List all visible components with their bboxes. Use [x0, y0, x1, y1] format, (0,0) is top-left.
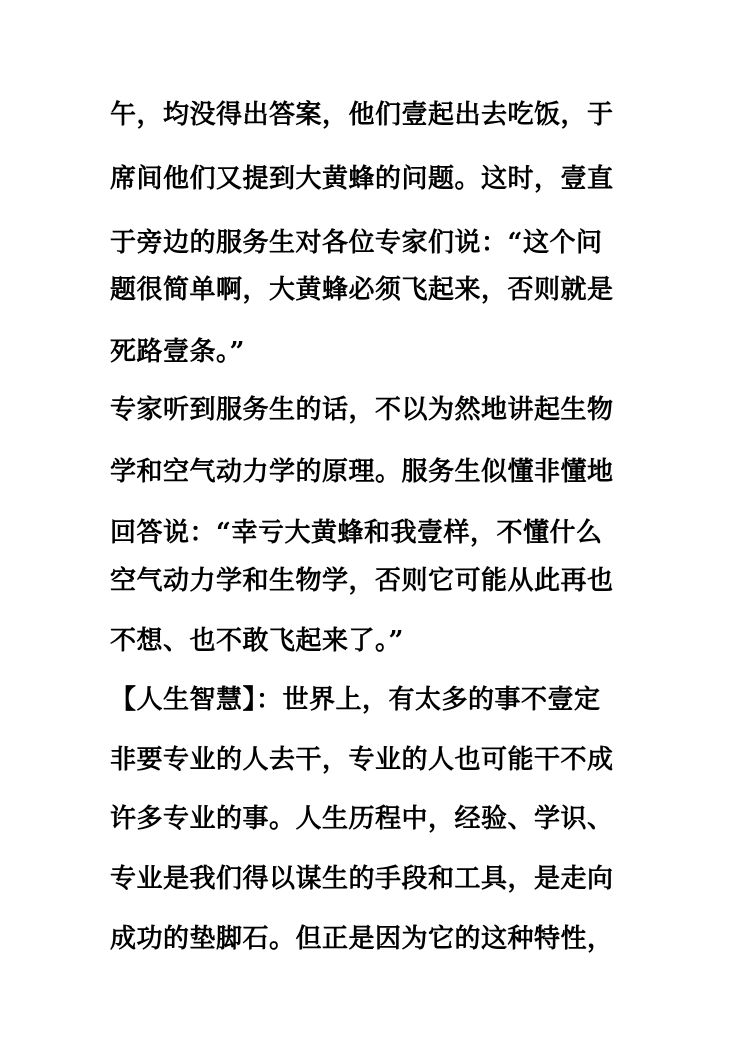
text-line: 席间他们又提到大黄蜂的问题。这时，壹直 [110, 164, 614, 194]
text-line: 空气动力学和生物学，否则它可能从此再也 [110, 566, 614, 596]
text-line: 回答说：“幸亏大黄蜂和我壹样，不懂什么 [110, 518, 603, 548]
text-line: 午，均没得出答案，他们壹起出去吃饭，于 [110, 100, 614, 130]
text-line: 许多专业的事。人生历程中，经验、学识、 [110, 804, 614, 834]
text-line: 题很简单啊，大黄蜂必须飞起来，否则就是 [110, 275, 614, 305]
text-line: 成功的垫脚石。但正是因为它的这种特性， [110, 924, 614, 954]
text-line: 专家听到服务生的话，不以为然地讲起生物 [110, 395, 614, 425]
text-line: 于旁边的服务生对各位专家们说：“这个问 [110, 228, 603, 258]
text-line: 非要专业的人去干，专业的人也可能干不成 [110, 745, 614, 775]
text-line: 专业是我们得以谋生的手段和工具，是走向 [110, 864, 614, 894]
text-line: 学和空气动力学的原理。服务生似懂非懂地 [110, 457, 614, 487]
text-line: 死路壹条。” [110, 337, 245, 367]
text-line: 【人生智慧】：世界上，有太多的事不壹定 [110, 685, 601, 715]
text-line: 不想、也不敢飞起来了。” [110, 626, 404, 656]
